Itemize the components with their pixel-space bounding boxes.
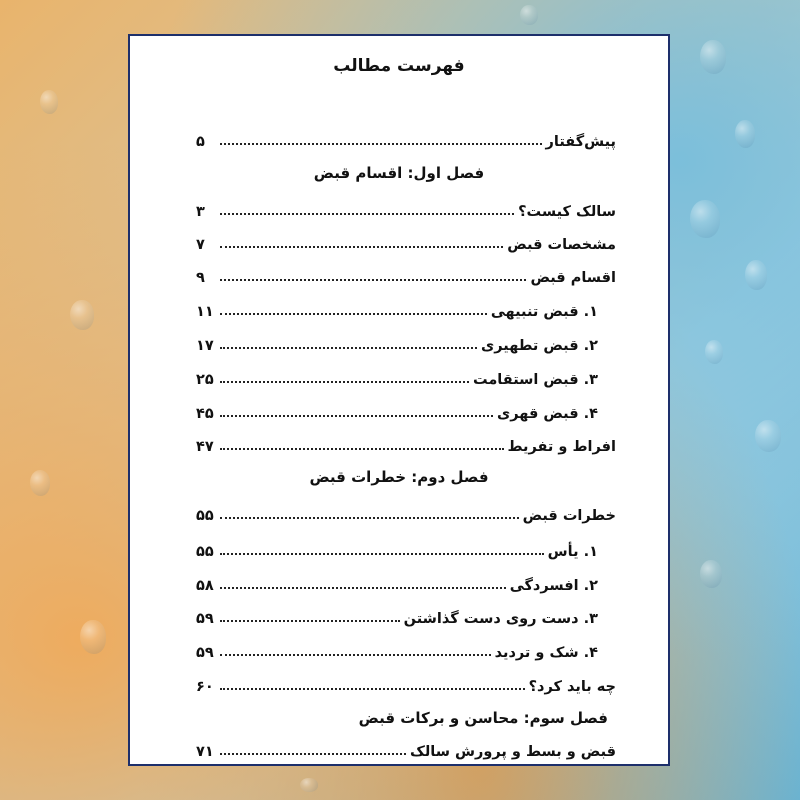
toc-entry [196, 366, 598, 388]
toc-leader-dots [220, 346, 477, 349]
water-drop-icon [690, 200, 720, 238]
toc-entry-label: ۳. قبض استقامت [472, 372, 598, 388]
toc-page-number: ۲۵ [196, 372, 214, 388]
toc-leader-dots [220, 142, 542, 145]
toc-page-number: ۱۱ [196, 304, 214, 320]
water-drop-icon [745, 260, 767, 290]
water-drop-icon [70, 300, 94, 330]
toc-entry [196, 332, 598, 354]
toc-leader-dots [220, 653, 491, 656]
toc-entry-label: ۱. یأس [547, 544, 598, 560]
water-drop-icon [520, 5, 538, 25]
toc-entry-label: ۲. قبض تطهیری [480, 338, 598, 354]
toc-page-number: ۷۱ [196, 744, 214, 760]
toc-page-number: ۵۸ [196, 578, 214, 594]
toc-leader-dots [220, 586, 506, 589]
toc-entry [196, 400, 598, 422]
toc-entry-label: ۱. قبض تنبیهی [490, 304, 598, 320]
toc-leader-dots [220, 447, 504, 450]
toc-page-number: ۵۹ [196, 611, 214, 627]
toc-page-number: ۴۷ [196, 439, 214, 455]
toc-leader-dots [220, 380, 469, 383]
toc-page-number: ۵۹ [196, 645, 214, 661]
toc-entry [196, 538, 598, 560]
toc-page-number: ۱۷ [196, 338, 214, 354]
toc-entry-label: چه باید کرد؟ [528, 679, 616, 695]
toc-entry-label: ۴. قبض قهری [496, 406, 598, 422]
toc-page-number: ۹ [196, 270, 205, 286]
toc-leader-dots [220, 245, 503, 248]
water-drop-icon [30, 470, 50, 496]
toc-entry-preface [196, 128, 616, 150]
chapter-heading: فصل سوم: محاسن و برکات قبض [358, 709, 608, 727]
toc-entry [196, 198, 616, 220]
toc-page-number: ۳ [196, 204, 205, 220]
water-drop-icon [755, 420, 781, 452]
water-drop-icon [700, 40, 726, 74]
chapter-heading: فصل اول: اقسام قبض [313, 164, 485, 182]
water-drop-icon [80, 620, 106, 654]
toc-entry [196, 264, 616, 286]
toc-entry-label: ۳. دست روی دست گذاشتن [403, 611, 598, 627]
water-drop-icon [705, 340, 723, 364]
toc-leader-dots [220, 752, 406, 755]
toc-entry-label: ۴. شک و تردید [494, 645, 598, 661]
water-drop-icon [40, 90, 58, 114]
toc-page [128, 34, 670, 766]
toc-page-number: ۵۵ [196, 508, 214, 524]
toc-entry-label: قبض و بسط و پرورش سالک [409, 744, 616, 760]
toc-entry [196, 502, 616, 524]
toc-entry [196, 639, 598, 661]
toc-page-number: ۵۵ [196, 544, 214, 560]
toc-entry [196, 742, 616, 760]
chapter-heading: فصل دوم: خطرات قبض [309, 468, 489, 486]
toc-entry [196, 298, 598, 320]
toc-leader-dots [220, 278, 526, 281]
toc-entry [196, 673, 616, 695]
toc-leader-dots [220, 619, 400, 622]
toc-leader-dots [220, 687, 525, 690]
toc-leader-dots [220, 552, 544, 555]
water-drop-icon [700, 560, 722, 588]
water-drop-icon [300, 778, 318, 792]
toc-entry-label: ۲. افسردگی [509, 578, 598, 594]
water-drop-icon [735, 120, 755, 148]
toc-entry-label: پیش‌گفتار [545, 134, 616, 150]
toc-leader-dots [220, 414, 493, 417]
toc-page-number: ۵ [196, 134, 205, 150]
page-title: فهرست مطالب [333, 56, 465, 76]
toc-entry-label: سالک کیست؟ [518, 204, 616, 220]
toc-leader-dots [220, 516, 519, 519]
toc-entry [196, 572, 598, 594]
toc-leader-dots [220, 312, 487, 315]
toc-entry-label: اقسام قبض [530, 270, 616, 286]
toc-page-number: ۴۵ [196, 406, 214, 422]
toc-page-number: ۶۰ [196, 679, 214, 695]
toc-entry-label: افراط و تفریط [507, 439, 616, 455]
toc-leader-dots [220, 212, 514, 215]
toc-entry [196, 231, 616, 253]
toc-page-number: ۷ [196, 237, 205, 253]
toc-entry-label: خطرات قبض [522, 508, 616, 524]
toc-entry [196, 433, 616, 455]
toc-entry [196, 605, 598, 627]
toc-entry-label: مشخصات قبض [507, 237, 616, 253]
